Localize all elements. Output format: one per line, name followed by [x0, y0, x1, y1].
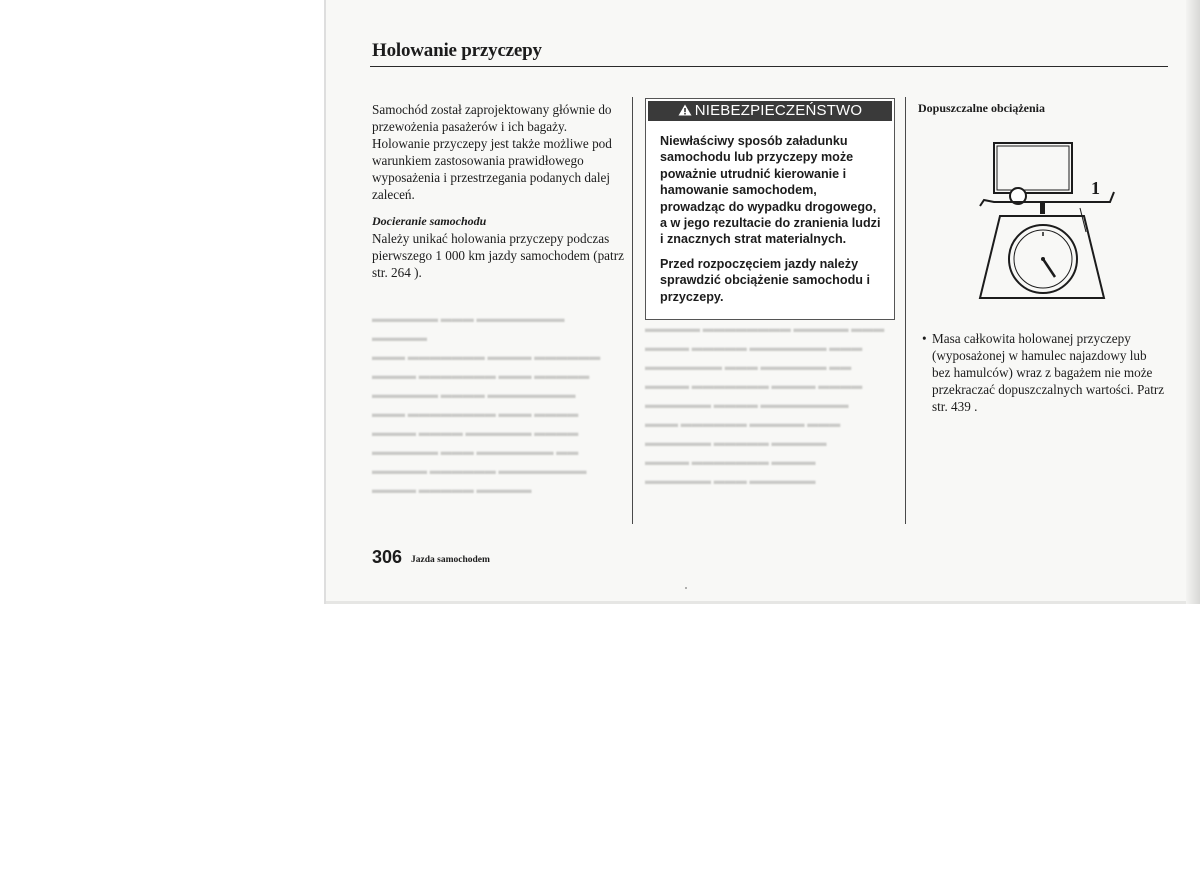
figure-callout-label: 1: [1091, 178, 1100, 198]
danger-label: NIEBEZPIECZEŃSTWO: [694, 102, 863, 119]
warning-triangle-icon: [678, 104, 692, 116]
scan-speck: [685, 587, 687, 589]
danger-header: [648, 101, 892, 121]
section-name: Jazda samochodem: [411, 555, 490, 565]
load-scale-illustration: [972, 140, 1122, 305]
bullet-dot: •: [922, 331, 927, 346]
intro-paragraph: Samochód został zaprojektowany głównie do przewożenia pasażerów i ich bagaży. Holowanie przyczepy jest także możliwe pod warunkiem zastosowania prawidłowego wyposażenia i przestrzegania podanych dalej zaleceń.: [372, 102, 612, 202]
page-edge-shadow: [1186, 0, 1200, 604]
column-divider-2: [905, 97, 906, 524]
title-rule: [370, 66, 1168, 67]
break-in-text: Należy unikać holowania przyczepy podczas pierwszego 1 000 km jazdy samochodem (patrz str. 264 ).: [372, 231, 624, 280]
loads-bullet-text: Masa całkowita holowanej przyczepy (wyposażonej w hamulec najazdowy lub bez hamulców) wraz z bagażem nie może przekraczać dopuszczalnych wartości. Patrz str. 439 .: [932, 331, 1165, 414]
break-in-heading: Docieranie samochodu: [372, 214, 487, 228]
danger-box: [645, 98, 895, 320]
danger-body: [646, 121, 894, 305]
loads-heading: Dopuszczalne obciążenia: [918, 101, 1045, 115]
page-number: 306: [372, 547, 403, 567]
left-column: [372, 101, 624, 281]
bleed-through-text: ▬▬▬▬▬ ▬▬▬▬▬▬▬▬ ▬▬▬▬▬ ▬▬▬ ▬▬▬▬ ▬▬▬▬▬ ▬▬▬▬▬▬▬ ▬▬▬ ▬▬▬▬▬▬▬ ▬▬▬ ▬▬▬▬▬▬ ▬▬ ▬▬▬▬ ▬▬▬▬▬▬▬ ▬▬▬▬ ▬▬▬▬ ▬▬▬▬▬▬ ▬▬▬▬ ▬▬▬▬▬▬▬▬ ▬▬▬ ▬▬▬▬▬▬ ▬▬▬▬▬ ▬▬▬ ▬▬▬▬▬▬ ▬▬▬▬▬ ▬▬▬▬▬ ▬▬▬▬ ▬▬▬▬▬▬▬ ▬▬▬▬ ▬▬▬▬▬▬ ▬▬▬ ▬▬▬▬▬▬: [645, 323, 885, 487]
bleed-through-text: ▬▬▬▬▬▬ ▬▬▬ ▬▬▬▬▬▬▬▬ ▬▬▬▬▬ ▬▬▬ ▬▬▬▬▬▬▬ ▬▬▬▬ ▬▬▬▬▬▬ ▬▬▬▬ ▬▬▬▬▬▬▬ ▬▬▬ ▬▬▬▬▬ ▬▬▬▬▬▬ ▬▬▬▬ ▬▬▬▬▬▬▬▬ ▬▬▬ ▬▬▬▬▬▬▬▬ ▬▬▬ ▬▬▬▬ ▬▬▬▬ ▬▬▬▬ ▬▬▬▬▬▬ ▬▬▬▬ ▬▬▬▬▬▬ ▬▬▬ ▬▬▬▬▬▬▬ ▬▬ ▬▬▬▬▬ ▬▬▬▬▬▬ ▬▬▬▬▬▬▬▬ ▬▬▬▬ ▬▬▬▬▬ ▬▬▬▬▬: [372, 313, 601, 496]
column-divider-1: [632, 97, 633, 524]
danger-paragraph-2: Przed rozpoczęciem jazdy należy sprawdzić obciążenie samochodu i przyczepy.: [660, 256, 870, 304]
loads-bullet: [922, 330, 1166, 415]
danger-paragraph-1: Niewłaściwy sposób załadunku samochodu lub przyczepy może poważnie utrudnić kierowanie i hamowanie samochodem, prowadząc do wypadku drogowego, a w jego rezultacie do zranienia ludzi i znacznych strat materialnych.: [660, 134, 881, 247]
page-title: Holowanie przyczepy: [372, 40, 542, 61]
